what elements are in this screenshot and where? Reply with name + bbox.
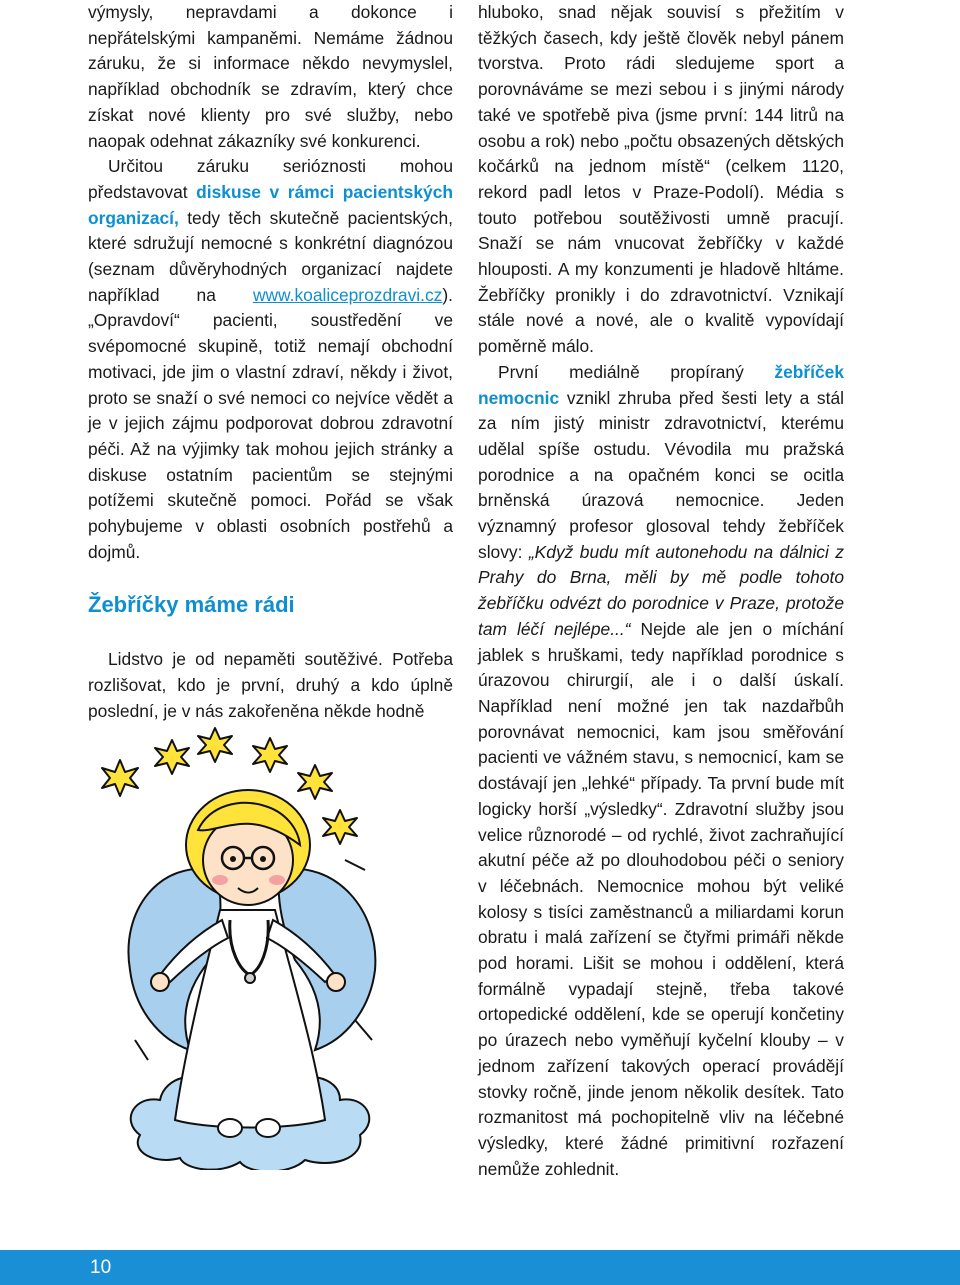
star-icon [155, 740, 189, 774]
right-paragraph-1: hluboko, snad nějak souvisí s přežitím v těžkých časech, kdy ještě člověk nebyl pánem tvorstva. Proto rádi sledujeme sport a porovnáváme se mezi sebou i s jinými národy také ve spotřebě piva (jsme první: 144 litrů na osobu a rok) nebo „počtu obsazených dětských kočárků na jednom místě“ (celkem 1120, rekord padl letos v Praze-Podolí). Média s touto potřebou soutěživosti umně pracují. Snaží se nám vnucovat žebříčky v každé hlouposti. A my konzumenti je hladově hltáme. Žebříčky pronikly i do zdravotnictví. Vznikají stále nové a nové, ale o kvalitě vypovídají poměrně málo. [478, 2, 844, 357]
section-heading: Žebříčky máme rádi [88, 592, 295, 618]
right-hand [327, 973, 345, 991]
left-hand [151, 973, 169, 991]
star-icon [323, 810, 357, 844]
left-paragraph-3: Lidstvo je od nepaměti soutěživé. Potřeba rozlišovat, kdo je první, druhý a kdo úplně poslední, je v nás zakořeněna někde hodně [88, 649, 453, 721]
star-icon [253, 738, 287, 772]
left-paragraph-1: výmysly, nepravdami a dokonce i nepřátelskými kampaněmi. Nemáme žádnou záruku, že si informace někdo nevymyslel, například obchodník se zdravím, který chce získat nové klienty pro své služby, nebo naopak odehnat zákazníky své konkurenci. [88, 2, 453, 151]
angel-doctor-illustration [100, 720, 480, 1170]
right-p2-text-b: vznikl zhruba před šesti lety a stál za ním jistý ministr zdravotnictví, kterému udělal spíše ostudu. Vévodila mu pražská porodnice a na opačném konci se ocitla brněnská úrazová nemocnice. Jeden významný profesor glosoval tehdy žebříček slovy: [478, 387, 844, 562]
star-icon [198, 728, 232, 762]
left-paragraph-2 [88, 154, 453, 565]
patient-organizations-highlight: diskuse v rámci pacientských organizací, [88, 181, 453, 228]
left-p2-text-a: Určitou záruku serióznosti mohou představovat [88, 156, 453, 202]
left-p2-text-b: tedy těch skutečně pacientských, které sdružují nemocné s konkrétní diagnózou (seznam důvěryhodných organizací najdete například na [88, 207, 453, 305]
left-column [88, 0, 453, 725]
right-foot [256, 1119, 280, 1137]
left-p2-text-c: ). „Opravdoví“ pacienti, soustředění ve svépomocné skupině, totiž nemají obchodní motivaci, jde jim o vlastní zdraví, někdy i život, proto se snaží o své nemoci co nejvíce vědět a je v jejich zájmu podporovat dobrou zdravotní péči. Až na výjimky tak mohou jejich stránky a diskuse ostatním pacientům se stejnými potížemi skutečně pomoci. Pořád se však pohybujeme v oblasti osobních postřehů a dojmů. [88, 284, 453, 562]
right-p2-text-c: Nejde ale jen o míchání jablek s hruškami, tedy například porodnice s úrazovou chirurgií, ale i o další úskalí. Například není možné jen tak nazdařbůh porovnávat nemocnici, kam jsou směřování pacienti ve vážném stavu, s nemocnicí, kam se dostávají jen „lehké“ případy. Ta první bude mít logicky horší „výsledky“. Zdravotní služby jsou velice různorodé – od rychlé, život zachraňující akutní péče až po dlouhodobou péči o seniory v léčebnách. Nemocnice mohou být veliké kolosy s tisíci zaměstnanců a miliardami korun obratu i malá zařízení se čtyřmi primáři někde pod horami. Lišit se mohou i oddělení, která formálně vypadají stejně, třeba takové ortopedické oddělení, kde se operují končetiny po úrazech nebo vyměňují kyčelní klouby – v jednom zařízení takových operací provádějí stovky ročně, jinde jenom několik desítek. Tato rozmanitost má pochopitelně vliv na léčebné výsledky, které žádné primitivní rozřazení nemůže zohlednit. [478, 618, 844, 1179]
hospital-ranking-highlight: žebříček nemocnic [478, 361, 844, 408]
professor-quote: „Když budu mít autonehodu na dálnici z Prahy do Brna, měli by mě podle tohoto žebříčku odvézt do porodnice v Praze, protože tam léčí nejlépe...“ [478, 541, 844, 639]
left-foot [218, 1119, 242, 1137]
page-number: 10 [90, 1257, 112, 1278]
star-icon [298, 765, 332, 799]
star-icon [102, 760, 138, 796]
koaliceprozdravi-link[interactable]: www.koaliceprozdravi.cz [252, 284, 443, 305]
right-p2-text-a: První mediálně propíraný [498, 361, 775, 382]
right-column [478, 0, 844, 1182]
footer-bar [0, 1250, 960, 1285]
right-paragraph-2 [478, 360, 844, 1183]
